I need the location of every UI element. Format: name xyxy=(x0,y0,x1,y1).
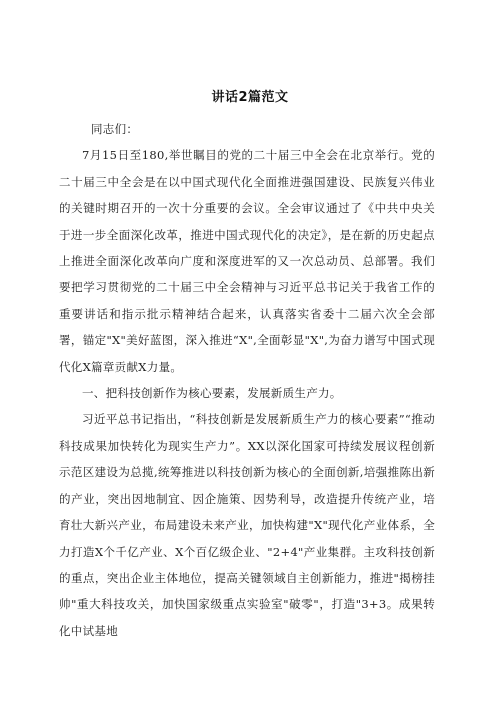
document-title: 讲话2篇范文 xyxy=(211,90,289,105)
document-body xyxy=(59,116,435,644)
greeting: 同志们： xyxy=(91,122,139,136)
section-heading-1: 一、把科技创新作为核心要素，发展新质生产力。 xyxy=(82,386,342,401)
paragraph-intro: 7月15日至180,举世瞩目的党的二十届三中全会在北京举行。党的二十届三中全会是在以中国式现代化全面推进强国建设、民族复兴伟业的关键时期召开的一次十分重要的会议。全会审议通过了《中共中央关于进一步全面深化改革，推进中国式现代化的决定》，是在新的历史起点上推进全面深化改革向广度和深度进军的又一次总动员、总部署。我们要把学习贯彻党的二十届三中全会精神与习近平总书记关于我省工作的重要讲话和指示批示精神结合起来，认真落实省委十二届六次全会部署，锚定"X"美好蓝图，深入推进“X",全面彰显"X",为奋力谱写中国式现代化X篇章贡献X力量。 xyxy=(59,148,435,374)
paragraph-section-1: 习近平总书记指出，“科技创新是发展新质生产力的核心要素”“推动科技成果加快转化为现实生产力”。XX以深化国家可持续发展议程创新示范区建设为总揽,统筹推进以科技创新为核心的全面创新,培强推陈出新的产业，突出因地制宜、因企施策、因势利导，改造提升传统产业，培育壮大新兴产业，布局建设未来产业，加快构建"X"现代化产业体系，全力打造X个千亿产业、X个百亿级企业、"2+4"产业集群。主攻科技创新的重点，突出企业主体地位，提高关键领域自主创新能力，推进"揭榜挂帅"重大科技攻关，加快国家级重点实验室"破零"，打造"3+3。成果转化中试基地 xyxy=(59,412,435,638)
